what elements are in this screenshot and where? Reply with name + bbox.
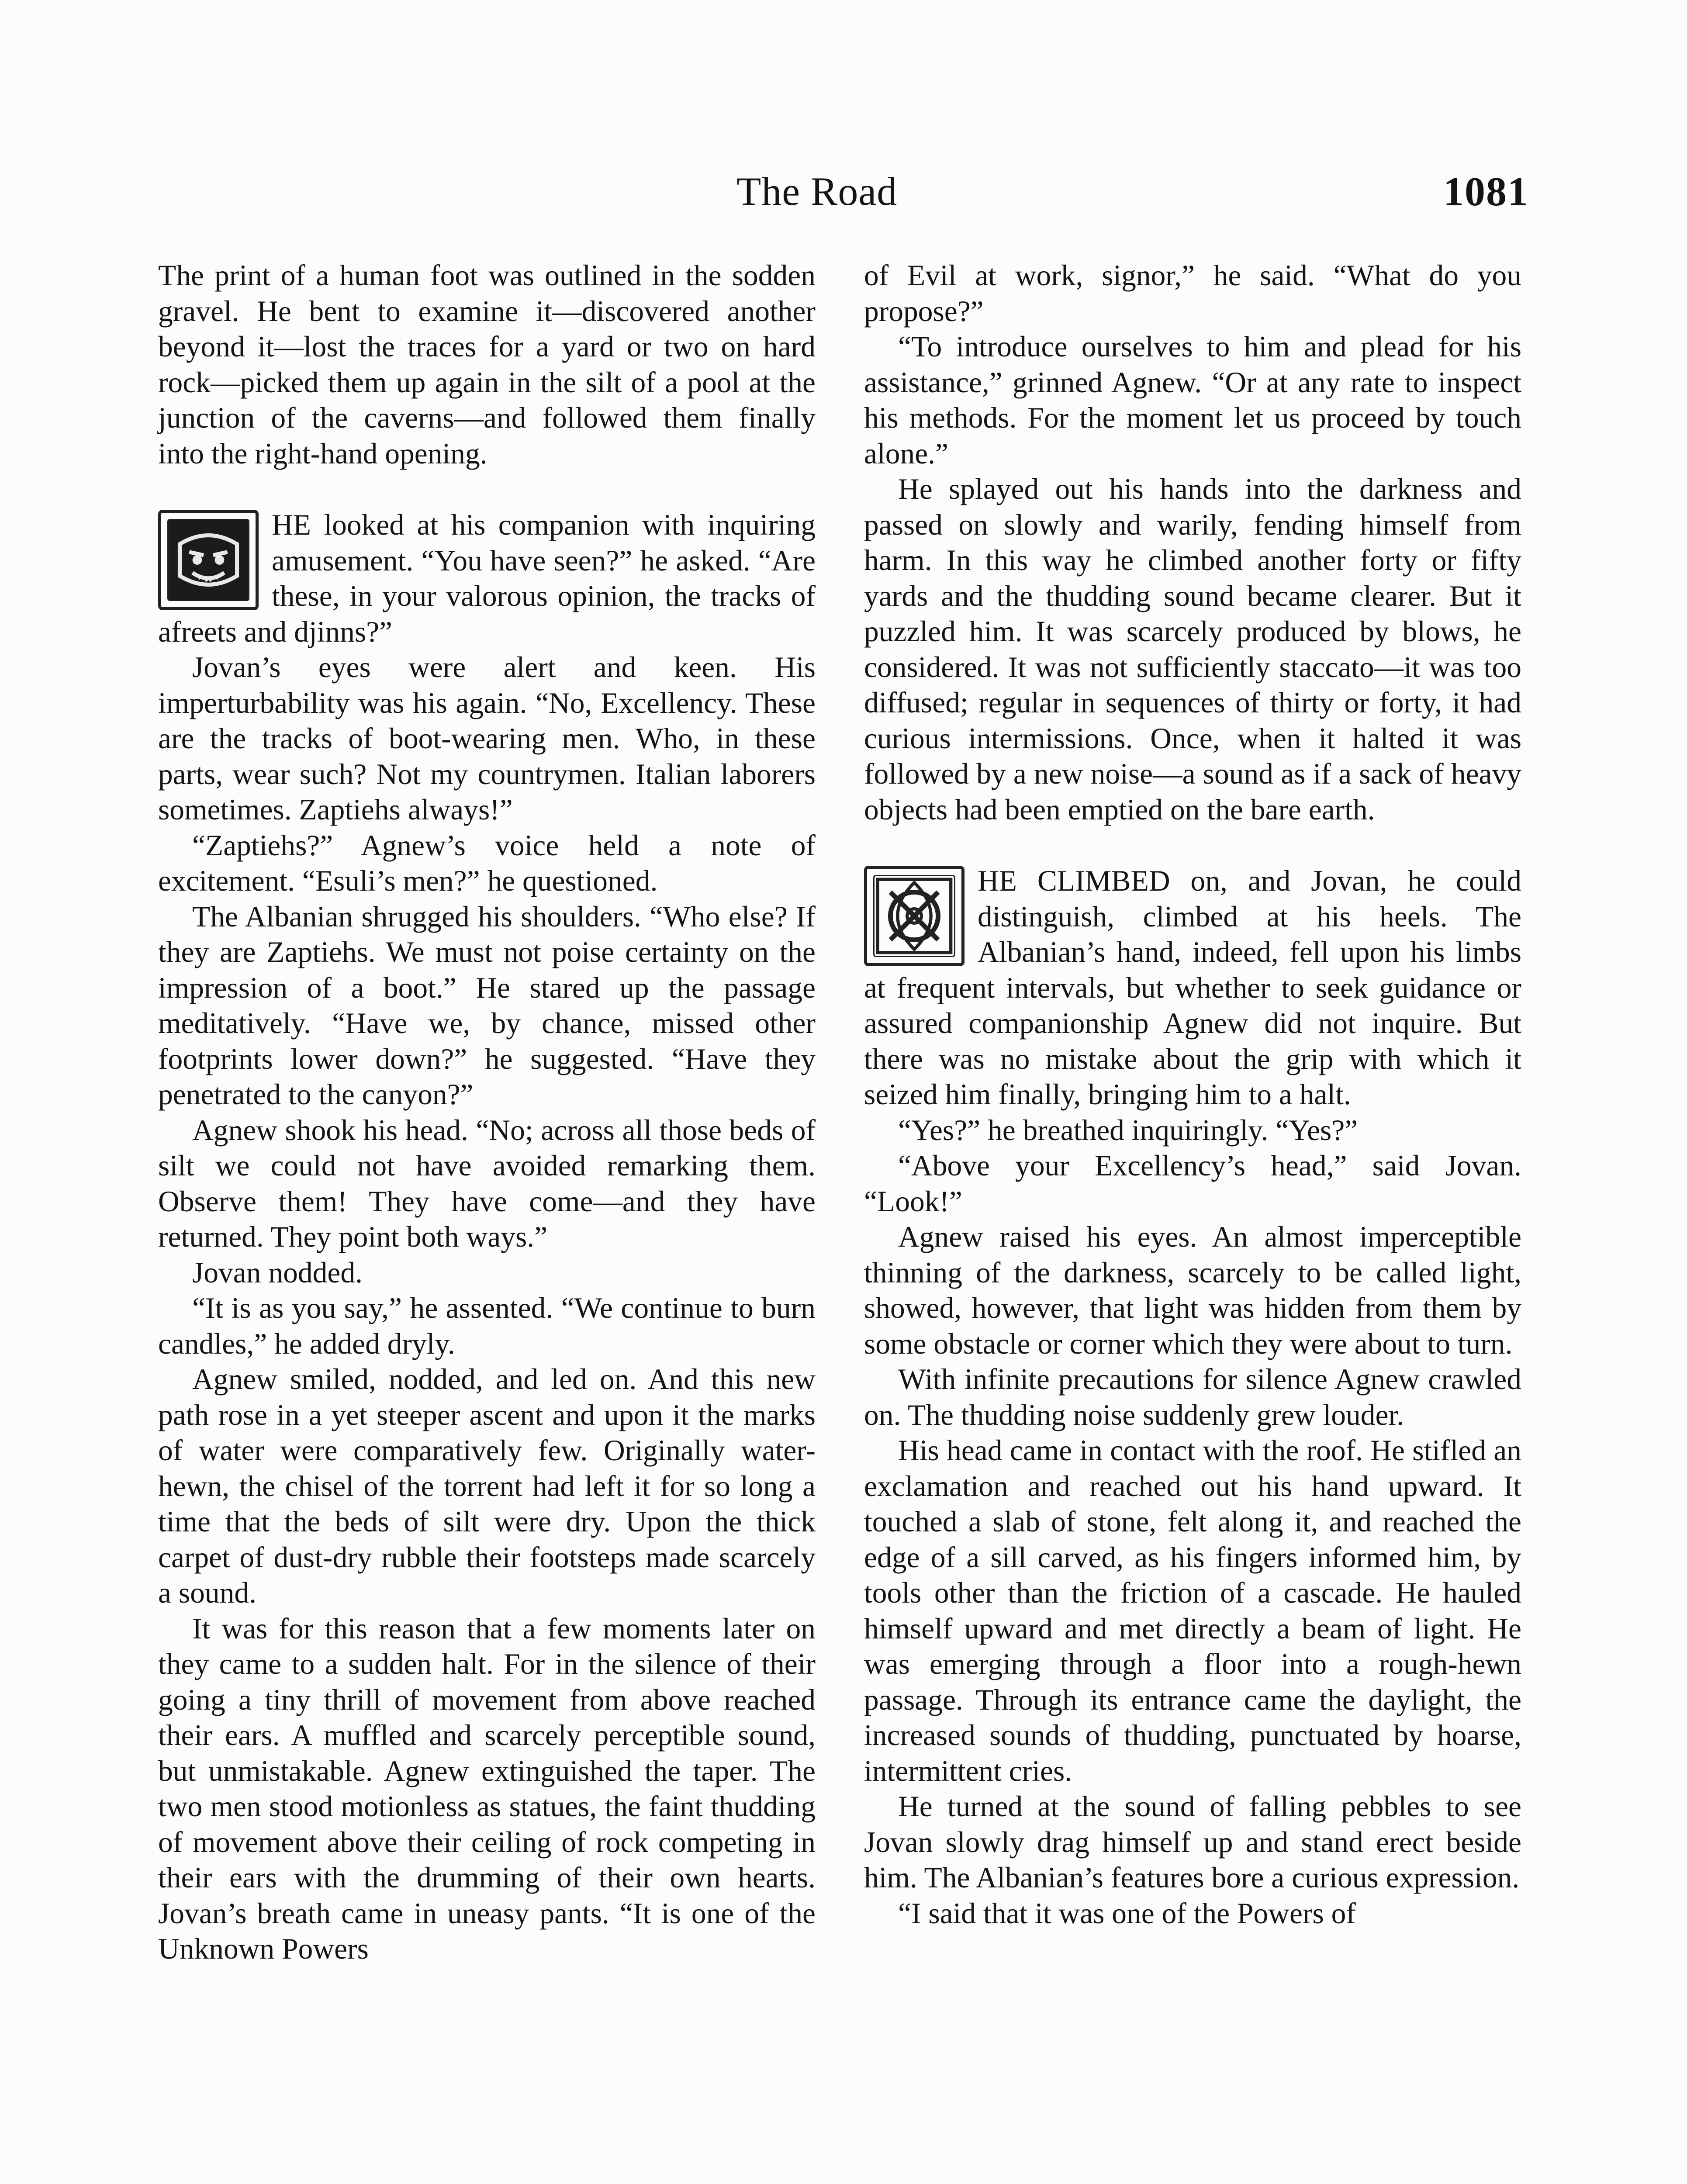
- paragraph: His head came in contact with the roof. He stifled an exclamation and reached out his hand upward. It touched a slab of stone, felt along it, and reached the edge of a sill carved, as his fingers informed him, by tools other than the friction of a cascade. He hauled himself upward and met directly a beam of light. He was emerging through a floor into a rough-hewn passage. Through its entrance came the daylight, the increased sounds of thudding, punctuated by hoarse, intermittent cries.: [864, 1434, 1521, 1787]
- carved-face-ornament-icon: [158, 510, 259, 610]
- running-title: The Road: [736, 169, 898, 214]
- paragraph: Jovan’s eyes were alert and keen. His imperturbability was his again. “No, Excellency. These are the tracks of boot-wearing men. Who, in these parts, wear such? Not my countrymen. Italian laborers sometimes. Zaptiehs always!”: [158, 651, 816, 826]
- paragraph: HE looked at his companion with inquiring amusement. “You have seen?” he asked. “Are these, in your valorous opinion, the tracks of afreets and djinns?”: [158, 508, 816, 648]
- page-number: 1081: [1443, 169, 1529, 214]
- paragraph: Jovan nodded.: [192, 1256, 363, 1289]
- paragraph: “To introduce ourselves to him and plead for his assistance,” grinned Agnew. “Or at any rate to inspect his methods. For the moment let us proceed by touch alone.”: [864, 330, 1521, 470]
- paragraph: He turned at the sound of falling pebbles to see Jovan slowly drag himself up and stand erect beside him. The Albanian’s features bore a curious expression.: [864, 1790, 1521, 1894]
- paragraph: “Zaptiehs?” Agnew’s voice held a note of excitement. “Esuli’s men?” he questioned.: [158, 829, 816, 897]
- paragraph: “Above your Excellency’s head,” said Jovan. “Look!”: [864, 1149, 1521, 1218]
- paragraph: “I said that it was one of the Powers of: [898, 1897, 1356, 1930]
- left-column: [158, 258, 816, 1967]
- paragraph: HE CLIMBED on, and Jovan, he could distinguish, climbed at his heels. The Albanian’s hand, indeed, fell upon his limbs at frequent intervals, but whether to seek guidance or assured companionship Agnew did not inquire. But there was no mistake about the grip with which it seized him finally, bringing him to a halt.: [864, 864, 1521, 1111]
- paragraph: “Yes?” he breathed inquiringly. “Yes?”: [898, 1113, 1358, 1147]
- right-column: [864, 258, 1521, 1931]
- paragraph: With infinite precautions for silence Agnew crawled on. The thudding noise suddenly grew louder.: [864, 1363, 1521, 1431]
- paragraph: Agnew raised his eyes. An almost imperceptible thinning of the darkness, scarcely to be called light, showed, however, that light was hidden from them by some obstacle or corner which they were about to turn.: [864, 1220, 1521, 1360]
- paragraph: “It is as you say,” he assented. “We continue to burn candles,” he added dryly.: [158, 1292, 816, 1360]
- paragraph: The print of a human foot was outlined in the sodden gravel. He bent to examine it—discovered another beyond it—lost the traces for a yard or two on hard rock—picked them up again in the silt of a pool at the junction of the caverns—and followed them finally into the right-hand opening.: [158, 259, 816, 470]
- celtic-knot-ornament-icon: [864, 866, 964, 966]
- paragraph: Agnew shook his head. “No; across all those beds of silt we could not have avoided remarking them. Observe them! They have come—and they have returned. They point both ways.”: [158, 1113, 816, 1253]
- paragraph: It was for this reason that a few moments later on they came to a sudden halt. For in the silence of their going a tiny thrill of movement from above reached their ears. A muffled and scarcely perceptible sound, but unmistakable. Agnew extinguished the taper. The two men stood motionless as statues, the faint thudding of movement above their ceiling of rock competing in their ears with the drumming of their own hearts. Jovan’s breath came in uneasy pants. “It is one of the Unknown Powers: [158, 1612, 816, 1965]
- paragraph: The Albanian shrugged his shoulders. “Who else? If they are Zaptiehs. We must not poise certainty on the impression of a boot.” He stared up the passage meditatively. “Have we, by chance, missed other footprints lower down?” he suggested. “Have they penetrated to the canyon?”: [158, 900, 816, 1111]
- paragraph: of Evil at work, signor,” he said. “What do you propose?”: [864, 259, 1521, 328]
- paragraph: Agnew smiled, nodded, and led on. And this new path rose in a yet steeper ascent and upon it the marks of water were comparatively few. Originally water-hewn, the chisel of the torrent had left it for so long a time that the beds of silt were dry. Upon the thick carpet of dust-dry rubble their footsteps made scarcely a sound.: [158, 1363, 816, 1609]
- paragraph: He splayed out his hands into the darkness and passed on slowly and warily, fending himself from harm. In this way he climbed another forty or fifty yards and the thudding sound became clearer. But it puzzled him. It was scarcely produced by blows, he considered. It was not sufficiently staccato—it was too diffused; regular in sequences of thirty or forty, it had curious intermissions. Once, when it halted it was followed by a new noise—a sound as if a sack of heavy objects had been emptied on the bare earth.: [864, 473, 1521, 826]
